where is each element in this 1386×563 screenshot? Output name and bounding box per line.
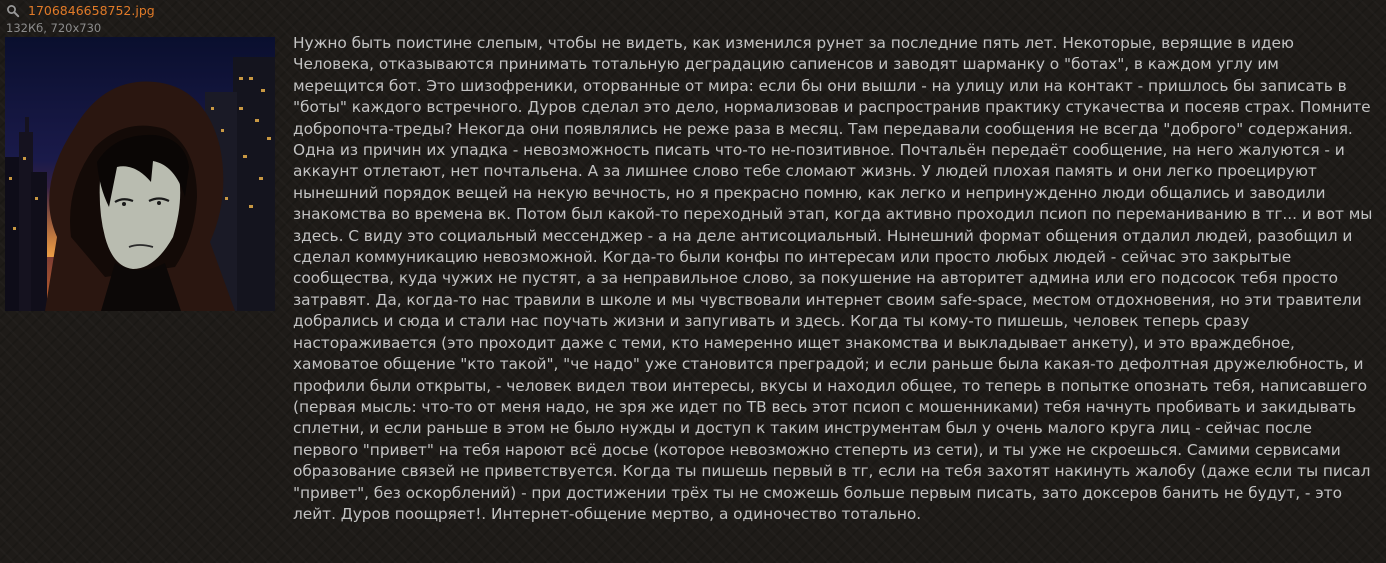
file-meta: 132Кб, 720x730 bbox=[6, 21, 102, 35]
magnifier-icon[interactable] bbox=[6, 4, 20, 18]
file-line bbox=[6, 3, 155, 19]
file-name-link[interactable]: 1706846658752.jpg bbox=[28, 3, 155, 18]
post-message: Нужно быть поистине слепым, чтобы не видеть, как изменился рунет за последние пять лет. Некоторые, верящие в идею Человека, отказываются принимать тотальную деградацию сапиенсов и заводят шарманку о "ботах", в каждом углу им мерещится бот. Это шизофреники, оторванные от мира: если бы они вышли - на улицу или на контакт - пришлось бы записать в "боты" каждого встречного. Дуров сделал это дело, нормализовав и распространив практику стукачества и посеяв страх. Помните добропочта-треды? Некогда они появлялись не реже раза в месяц. Там передавали сообщения не всегда "доброго" содержания. Одна из причин их упадка - невозможность писать что-то не-позитивное. Почтальён передаёт сообщение, на него жалуются - и аккаунт отлетают, нет почтальена. А за лишнее слово тебе сломают жизнь. У людей плохая память и они легко проецируют нынешний порядок вещей на некую вечность, но я прекрасно помню, как легко и непринужденно люди общались и заводили знакомства во времена вк. Потом был какой-то переходный этап, когда активно проходил псиоп по переманиванию в тг... и вот мы здесь. С виду это социальный мессенджер - а на деле антисоциальный. Нынешний формат общения отдалил людей, разобщил и сделал коммуникацию невозможной. Когда-то были конфы по интересам или просто любых людей - сейчас это закрытые сообщества, куда чужих не пустят, а за неправильное слово, за покушение на авторитет админа или его подсосок тебя просто затравят. Да, когда-то нас травили в школе и мы чувствовали интернет своим safe-space, местом отдохновения, но эти травители добрались и сюда и стали нас поучать жизни и запугивать и здесь. Когда ты кому-то пишешь, человек теперь сразу настораживается (это проходит даже с теми, кто намеренно ищет знакомства и выкладывает анкету), и это враждебное, хамоватое общение "кто такой", "че надо" уже становится преградой; и если раньше была какая-то дефолтная дружелюбность, и профили были открыты, - человек видел твои интересы, вкусы и находил общее, то теперь в попытке опознать тебя, написавшего (первая мысль: что-то от меня надо, не зря же идет по ТВ весь этот псиоп с мошенниками) тебя начнуть пробивать и закидывать сплетни, и если раньше в этом не было нужды и доступ к таким инструментам был у очень малого круга лиц - сейчас после первого "привет" на тебя нароют всё досье (которое невозможно степерть из сети), и ты уже не скроешься. Самими сервисами образование связей не приветствуется. Когда ты пишешь первый в тг, если на тебя захотят накинуть жалобу (даже если ты писал "привет", без оскорблений) - при достижении трёх ты не сможешь больше первым писать, зато доксеров банить не будут, - это лейт. Дуров поощряет!. Интернет-общение мертво, а одиночество тотально. bbox=[293, 34, 1373, 523]
file-info bbox=[6, 3, 155, 36]
post-image-illustration bbox=[5, 37, 275, 311]
post-image[interactable] bbox=[5, 37, 275, 311]
